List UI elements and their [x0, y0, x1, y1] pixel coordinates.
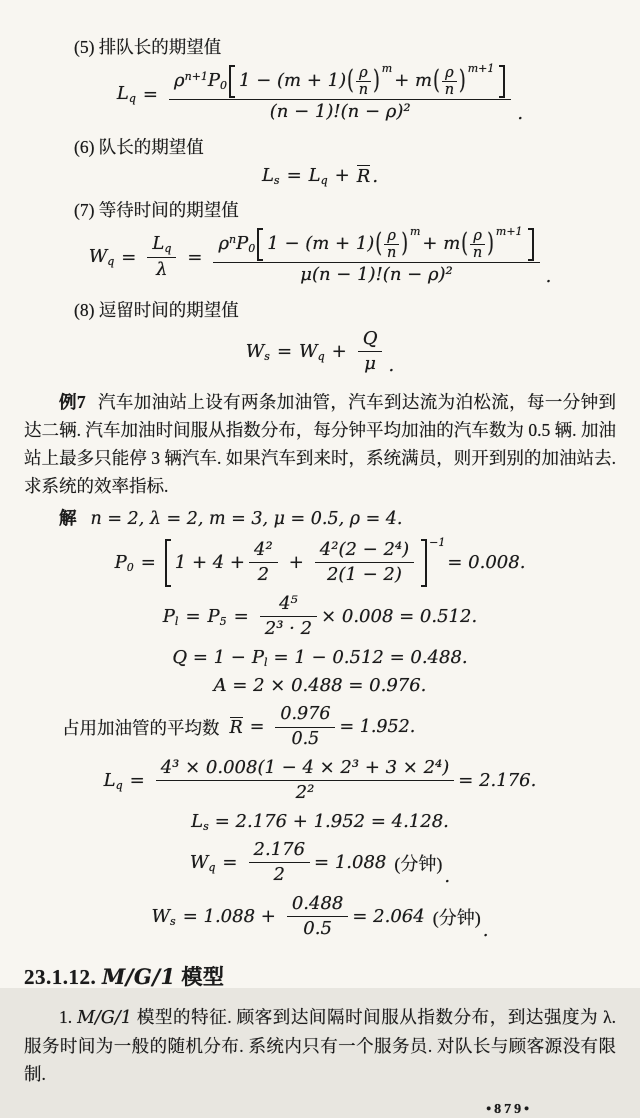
inner-denominator: n	[442, 81, 457, 98]
right-square-bracket	[421, 539, 427, 587]
variable: L	[116, 83, 129, 105]
exponent: m	[409, 224, 421, 238]
variable: L	[308, 164, 321, 186]
equals-sign: =	[121, 246, 137, 268]
fraction-numerator: 0.488	[291, 892, 344, 914]
exponent: m	[381, 62, 393, 75]
fraction	[249, 839, 311, 887]
variable: P	[251, 646, 265, 668]
R-bar-equation	[230, 704, 416, 751]
variable: L	[152, 233, 165, 255]
coefficient	[174, 70, 227, 93]
bracketed-expression	[163, 535, 448, 587]
fraction	[287, 893, 349, 941]
fraction-denominator: 2²	[156, 780, 455, 805]
fraction-denominator: 0.5	[275, 727, 335, 751]
math-term: + m	[394, 70, 433, 92]
math-lhs	[152, 906, 176, 928]
period: .	[372, 165, 379, 187]
subscript: s	[264, 349, 270, 363]
equals-sign: =	[286, 165, 302, 187]
example-7-label: 例7	[59, 391, 86, 412]
formula-Wq-value	[24, 839, 616, 887]
math-lhs	[163, 606, 179, 628]
math-term: 1 − (m + 1)	[239, 70, 347, 92]
fraction-denominator: 2(1 − 2)	[315, 562, 414, 587]
formula-queue-length-expectation	[24, 62, 616, 124]
fraction-numerator: 0.976	[280, 703, 331, 724]
inner-numerator: ρ	[387, 227, 396, 244]
subscript: l	[264, 655, 268, 669]
fraction-numerator: 4²(2 − 2⁴)	[319, 538, 410, 560]
equals-sign: =	[233, 606, 249, 628]
model-name: M/G/1	[77, 1007, 132, 1028]
solution-label: 解	[59, 507, 77, 528]
page-number: •879•	[486, 1101, 532, 1117]
subscript: q	[320, 173, 328, 187]
item-6-heading: (6) 队长的期望值	[74, 136, 204, 157]
subscript: q	[317, 349, 325, 363]
right-paren: )	[401, 228, 408, 260]
rho-over-n-fraction	[356, 65, 371, 98]
variable: L	[261, 164, 274, 186]
formula-system-length-expectation	[24, 165, 616, 187]
coefficient	[218, 233, 255, 256]
variable: W	[245, 340, 265, 362]
fraction-denominator: 0.5	[287, 916, 349, 941]
variable: W	[299, 340, 318, 362]
fraction-denominator: λ	[147, 257, 176, 282]
section-title-tail: 模型	[181, 964, 225, 989]
fraction-numerator: 2.176	[253, 838, 306, 860]
variable: L	[103, 769, 116, 791]
inner-denominator: n	[470, 244, 485, 261]
fraction	[249, 539, 278, 587]
math-term: (n − 1)!(n − ρ)²	[269, 101, 411, 123]
R-bar: R	[229, 717, 243, 738]
math-term: μ(n − 1)!(n − ρ)²	[300, 264, 453, 286]
fraction	[156, 757, 455, 805]
item-8-heading: (8) 逗留时间的期望值	[74, 299, 239, 320]
left-paren: (	[375, 228, 382, 260]
fraction-denominator: 2³ · 2	[260, 616, 317, 641]
subscript: 5	[219, 614, 227, 628]
math-term	[309, 165, 328, 187]
item-5-heading: (5) 排队长的期望值	[74, 37, 222, 57]
equals-sign: =	[140, 552, 156, 574]
fraction	[315, 539, 414, 587]
math-lhs	[191, 811, 209, 833]
bracket-exponent: −1	[429, 535, 446, 549]
right-paren: )	[487, 228, 494, 260]
fraction-denominator	[169, 99, 511, 124]
variable: P	[207, 70, 221, 92]
plus-sign: +	[288, 552, 304, 574]
item-7-heading: (7) 等待时间的期望值	[74, 199, 239, 220]
subscript: q	[208, 860, 216, 874]
list-number: 1.	[59, 1006, 73, 1027]
rho-over-n-fraction	[442, 65, 457, 98]
fraction-numerator: 4²	[254, 538, 273, 560]
math-result: = 1.088	[314, 852, 387, 874]
subscript: l	[174, 614, 179, 628]
math-lhs	[246, 341, 270, 363]
right-square-bracket	[499, 65, 505, 98]
equals-sign: =	[222, 852, 238, 874]
math-lhs	[117, 83, 136, 105]
math-lhs	[104, 770, 123, 792]
subscript: q	[107, 255, 115, 269]
solution-line	[24, 504, 616, 533]
formula-P5-loss-probability	[24, 593, 616, 641]
math-result: = 1 − 0.512 = 0.488.	[273, 647, 468, 669]
fraction-denominator	[213, 262, 539, 287]
left-paren: (	[461, 228, 468, 260]
occupied-pumps-label: 占用加油管的平均数	[62, 717, 220, 738]
subscript: q	[128, 92, 136, 106]
left-square-bracket	[229, 65, 235, 98]
plus-sign: +	[331, 341, 347, 363]
paragraph-text: 模型的特征. 顾客到达间隔时间服从指数分布，到达强度为 λ. 服务时间为一般的随机分布. 系统内只有一个服务员. 对队长与顾客源没有限制.	[24, 1006, 617, 1084]
rho-over-n-fraction	[384, 228, 399, 261]
fraction	[275, 704, 335, 751]
math-term: + m	[422, 233, 461, 255]
equals-sign: =	[187, 246, 203, 268]
period: .	[482, 919, 489, 941]
mg1-characteristics-paragraph	[24, 1003, 616, 1088]
variable: P	[236, 233, 249, 255]
equals-sign: =	[276, 341, 293, 363]
fraction-denominator: μ	[358, 351, 383, 376]
variable: W	[88, 246, 108, 268]
example-7-text: 汽车加油站上设有两条加油管，汽车到达流为泊松流，每一分钟到达二辆. 汽车加油时间服从指数分布，每分钟平均加油的汽车数为 0.5 辆. 加油站上最多只能停 3 辆汽车. 如果汽车到来时，系统满员，则开到别的加油站去. 求系统的效率指标.	[24, 391, 616, 496]
math-term: Q = 1 −	[172, 647, 246, 669]
average-occupied-pumps-line	[62, 704, 616, 751]
subscript: s	[170, 914, 176, 928]
fraction-numerator: 4³ × 0.008(1 − 4 × 2³ + 3 × 2⁴)	[160, 756, 450, 778]
math-term: 1 − (m + 1)	[267, 233, 375, 255]
right-square-bracket	[528, 228, 534, 261]
subscript: q	[115, 778, 123, 792]
formula-waiting-time-expectation	[24, 224, 616, 287]
minutes-unit: (分钟)	[394, 853, 443, 874]
variable: ρ	[218, 233, 230, 255]
variable: W	[189, 851, 209, 873]
exponent: m+1	[467, 62, 495, 75]
math-result: = 2.064	[352, 906, 425, 928]
solution-parameters: n = 2, λ = 2, m = 3, μ = 0.5, ρ = 4.	[90, 508, 403, 529]
variable: ρ	[174, 70, 185, 92]
subscript: s	[273, 173, 280, 187]
Lq-over-lambda-fraction	[147, 233, 176, 281]
formula-Q-relative-throughput	[24, 647, 616, 669]
math-term	[299, 341, 325, 363]
equals-sign: =	[185, 606, 201, 628]
math-term: = 1.088 +	[182, 906, 276, 928]
period: .	[545, 265, 552, 287]
main-fraction	[169, 62, 511, 124]
inner-numerator: ρ	[359, 65, 368, 81]
inner-denominator: n	[356, 81, 371, 98]
formula-Ws-value	[24, 893, 616, 941]
superscript: n	[229, 233, 237, 247]
inner-numerator: ρ	[473, 227, 482, 244]
rho-over-n-fraction	[470, 228, 485, 261]
formula-Lq-value	[24, 757, 616, 805]
fraction-denominator: 2	[249, 862, 311, 887]
left-square-bracket	[257, 228, 263, 261]
variable: P	[207, 605, 220, 627]
math-term	[252, 647, 268, 669]
plus-sign: +	[334, 165, 350, 187]
formula-P0	[24, 535, 616, 587]
minutes-unit: (分钟)	[432, 907, 481, 928]
math-lhs	[115, 552, 134, 574]
variable: P	[114, 551, 127, 573]
right-paren: )	[373, 65, 380, 97]
fraction	[260, 593, 317, 641]
equals-sign: =	[142, 83, 159, 105]
math-lhs	[190, 852, 216, 874]
fraction-numerator	[147, 233, 176, 257]
equals-sign: =	[249, 717, 265, 738]
period: .	[388, 354, 395, 376]
inner-denominator: n	[384, 244, 399, 261]
math-result: × 0.008 = 0.512.	[321, 606, 478, 628]
fraction-denominator: 2	[249, 562, 278, 587]
math-result: = 2.176.	[458, 770, 537, 792]
section-number: 23.1.12.	[24, 964, 97, 989]
main-fraction	[213, 224, 539, 287]
left-paren: (	[347, 65, 354, 97]
left-paren: (	[433, 65, 440, 97]
left-square-bracket	[165, 539, 171, 587]
fraction-numerator: Q	[362, 327, 378, 349]
inner-numerator: ρ	[445, 65, 454, 81]
math-result: = 2.176 + 1.952 = 4.128.	[214, 811, 449, 833]
Q-over-mu-fraction	[358, 328, 383, 376]
fraction-numerator	[213, 224, 539, 262]
fraction-numerator	[169, 62, 511, 99]
equals-sign: =	[129, 770, 145, 792]
variable: P	[162, 605, 175, 627]
formula-sojourn-time-expectation	[24, 328, 616, 376]
math-term: 1 + 4 +	[174, 552, 246, 574]
R-bar: R	[356, 166, 371, 188]
math-result: = 0.008.	[447, 552, 526, 574]
subscript: q	[164, 242, 172, 256]
math-result: = 1.952.	[339, 717, 416, 738]
section-model-name: M/G/1	[102, 963, 176, 989]
formula-Ls-value	[24, 811, 616, 833]
superscript: n+1	[184, 70, 208, 84]
math-lhs	[89, 246, 115, 268]
math-lhs	[262, 165, 280, 187]
exponent: m+1	[495, 224, 523, 238]
right-paren: )	[459, 65, 466, 97]
fraction-numerator: 4⁵	[279, 592, 298, 614]
period: .	[517, 102, 524, 124]
section-23-1-12-heading	[24, 961, 616, 991]
math-term	[208, 606, 227, 628]
variable: L	[191, 810, 204, 832]
subscript: 0	[126, 560, 134, 574]
subscript: 0	[248, 242, 256, 256]
math-result: A = 2 × 0.488 = 0.976.	[213, 674, 427, 696]
period: .	[444, 865, 451, 887]
variable: W	[151, 905, 171, 927]
subscript: 0	[220, 79, 228, 93]
subscript: s	[203, 819, 209, 833]
formula-A-absolute-throughput	[24, 675, 616, 696]
math-term	[152, 233, 171, 256]
example-7-paragraph	[24, 388, 616, 500]
